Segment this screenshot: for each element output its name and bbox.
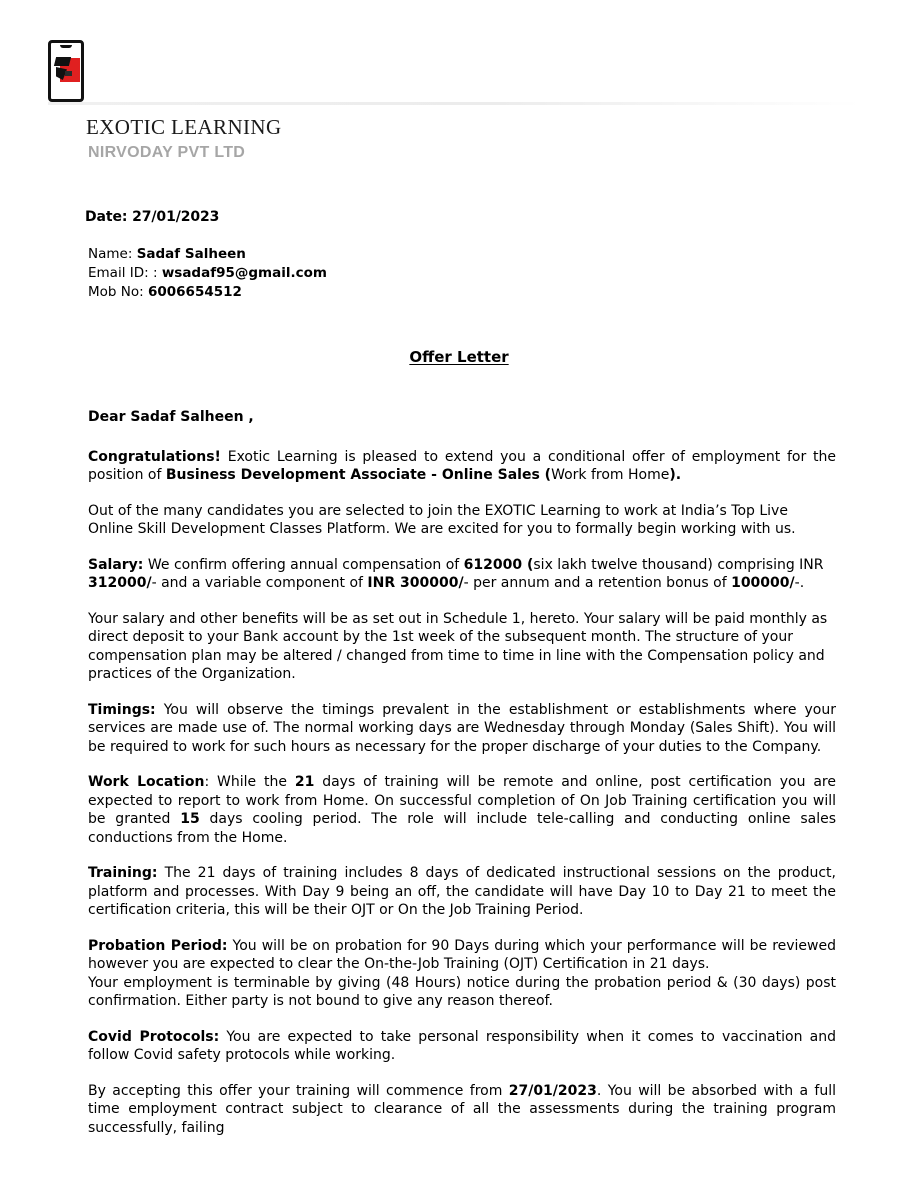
training-lead: Training: [88, 865, 158, 881]
paragraph-covid [88, 1028, 836, 1065]
covid-text: You are expected to take personal responsibility when it comes to vaccination and follow Covid safety protocols while working. [88, 1028, 836, 1063]
salary-fixed: 312000/ [88, 575, 152, 591]
paragraph-congratulations [88, 448, 836, 485]
salary-lead: Salary: [88, 556, 144, 573]
mobile-value: 6006654512 [147, 284, 242, 300]
paragraph-benefits: Your salary and other benefits will be as set out in Schedule 1, hereto. Your salary will be paid monthly as direct deposit to your Bank account by the 1st week of the subsequent month. The structure of your compensation plan may be altered / changed from time to time in line with the Compensation policy and practices of the Organization. [88, 610, 828, 682]
congrats-wfh: Work from Home [551, 467, 670, 483]
recipient-mobile-row [88, 283, 327, 302]
salary-t1: We confirm offering annual compensation of [143, 556, 464, 573]
logo-accent-shape [65, 71, 72, 76]
recipient-email-row [88, 264, 327, 283]
congrats-mid: Exotic Learning is pleased to extend you a conditional offer of employment for the position of [88, 448, 836, 483]
salary-t4: - per annum and a retention bonus of [463, 575, 732, 591]
paragraph-selection: Out of the many candidates you are selected to join the EXOTIC Learning to work at India’s Top Live Online Skill Development Classes Platform. We are excited for you to formally begin working with us. [88, 502, 796, 537]
date-value: 27/01/2023 [132, 209, 220, 225]
timings-text: You will observe the timings prevalent in the establishment or establishments where your services are made use of. The normal working days are Wednesday through Monday (Sales Shift). You will be required to work for such hours as necessary for the proper discharge of your duties to the Company. [88, 701, 836, 755]
name-value: Sadaf Salheen [136, 246, 246, 262]
email-value: wsadaf95@gmail.com [161, 265, 327, 281]
probation-lead: Probation Period: [88, 937, 228, 954]
congrats-role: Business Development Associate - Online Sales ( [165, 467, 552, 483]
closing-date: 27/01/2023 [508, 1082, 597, 1099]
recipient-contact-block [88, 245, 327, 302]
location-t2: days of training will be remote and online, post certification you are expected to report to work from Home. On successful completion of On Job Training certification you will be granted [88, 774, 836, 827]
location-t1: : While the [204, 774, 295, 790]
mobile-label: Mob No: [88, 284, 144, 300]
logo-black-bar [54, 57, 71, 66]
paragraph-timings [88, 701, 836, 757]
paragraph-training [88, 864, 836, 920]
probation-text: You will be on probation for 90 Days during which your performance will be reviewed however you are expected to clear the On-the-Job Training (OJT) Certification in 21 days. [88, 937, 836, 972]
closing-t2: . You will be absorbed with a full time employment contract subject to clearance of all the assessments during the training program successfully, failing [88, 1082, 836, 1136]
salary-bonus: 100000/ [731, 575, 795, 591]
closing-t1: By accepting this offer your training will commence from [88, 1082, 509, 1099]
location-training-days: 21 [294, 774, 315, 790]
salary-t5: -. [794, 575, 805, 591]
company-logo [48, 40, 84, 102]
location-t3: days cooling period. The role will include tele-calling and conducting online sales conductions from the Home. [88, 811, 836, 846]
company-subtitle: NIRVODAY PVT LTD [88, 144, 246, 161]
name-label: Name: [88, 246, 133, 262]
letter-date [85, 209, 219, 225]
paragraph-closing [88, 1082, 836, 1138]
company-name: EXOTIC LEARNING [86, 115, 282, 139]
location-lead: Work Location [88, 774, 205, 790]
congrats-lead: Congratulations! [88, 448, 221, 465]
phone-frame-icon [48, 40, 84, 102]
paragraph-work-location [88, 773, 836, 847]
date-label: Date: [85, 209, 128, 225]
salary-variable: INR 300000/ [367, 575, 464, 591]
header-divider [48, 102, 862, 105]
email-label: Email ID: : [88, 265, 158, 281]
paragraph-probation-termination: Your employment is terminable by giving (48 Hours) notice during the probation period & (30 days) post confirmation. Either party is not bound to give any reason thereof. [88, 974, 836, 1009]
timings-lead: Timings: [88, 701, 156, 718]
salutation: Dear Sadaf Salheen , [88, 409, 254, 425]
phone-notch-icon [60, 45, 72, 48]
letter-body [88, 408, 836, 1154]
paragraph-probation [88, 937, 836, 974]
recipient-name-row [88, 245, 327, 264]
salary-amount: 612000 ( [463, 556, 534, 573]
covid-lead: Covid Protocols: [88, 1028, 220, 1045]
paragraph-salary [88, 556, 836, 593]
congrats-end: ). [669, 467, 682, 483]
document-title: Offer Letter [409, 348, 509, 366]
salary-t3: - and a variable component of [151, 575, 368, 591]
location-cooling-days: 15 [180, 811, 200, 827]
training-text: The 21 days of training includes 8 days of dedicated instructional sessions on the product, platform and processes. With Day 9 being an off, the candidate will have Day 10 to Day 21 to meet the certification criteria, this will be their OJT or On the Job Training Period. [88, 865, 836, 918]
salary-t2: six lakh twelve thousand) comprising INR [533, 556, 824, 573]
